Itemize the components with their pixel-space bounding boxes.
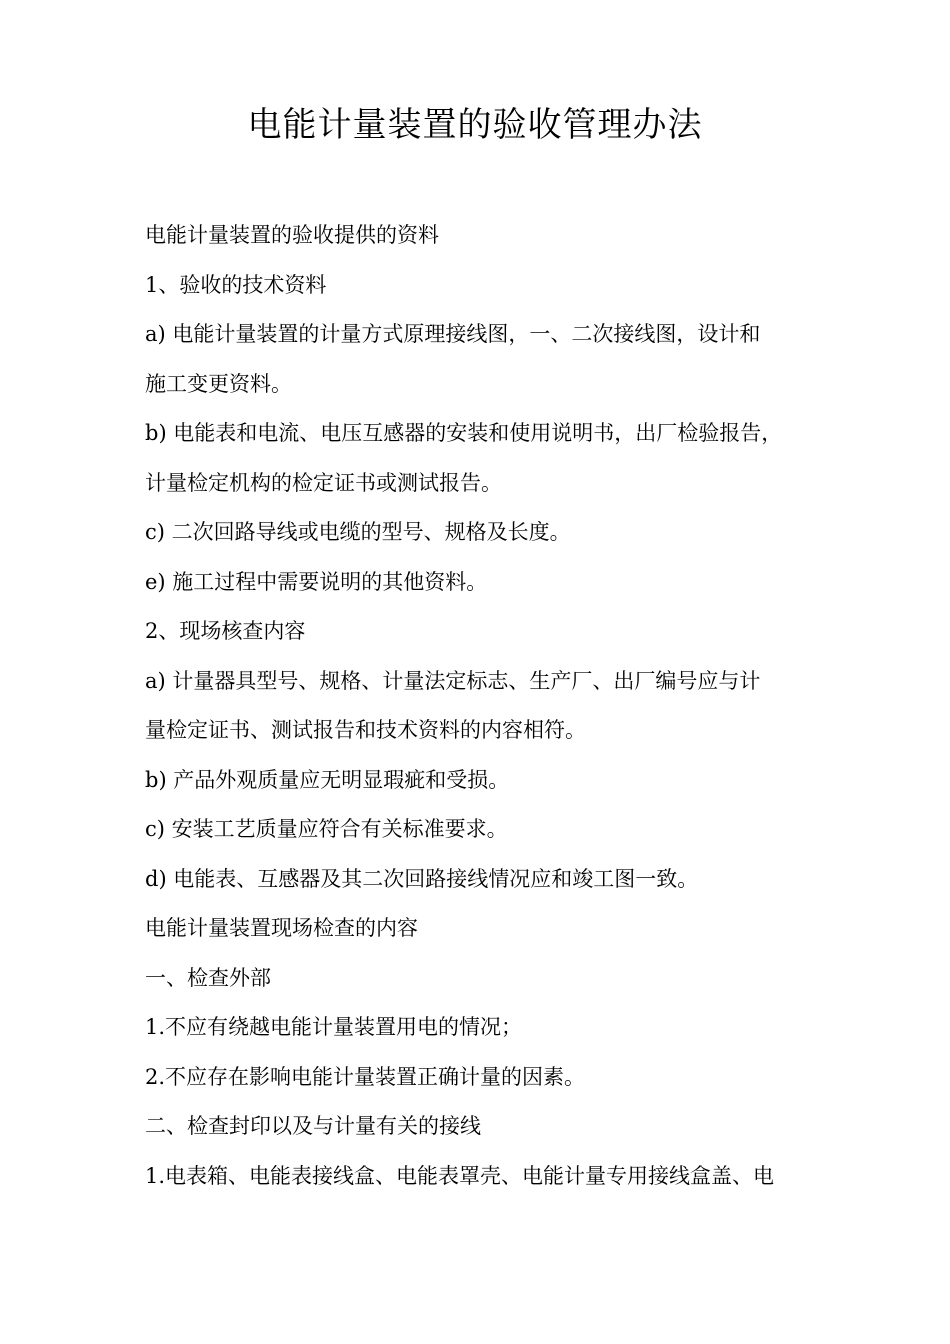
body-line: 电能计量装置现场检查的内容 bbox=[145, 916, 418, 940]
body-line: 电能计量装置的验收提供的资料 bbox=[145, 223, 439, 247]
body-line: 1.不应有绕越电能计量装置用电的情况； bbox=[145, 1015, 523, 1039]
body-line: d) 电能表、互感器及其二次回路接线情况应和竣工图一致。 bbox=[145, 866, 699, 891]
document-title: 电能计量装置的验收管理办法 bbox=[247, 105, 703, 145]
body-line: c) 安装工艺质量应符合有关标准要求。 bbox=[145, 817, 508, 841]
body-line: 量检定证书、测试报告和技术资料的内容相符。 bbox=[145, 718, 586, 742]
body-line: 2.不应存在影响电能计量装置正确计量的因素。 bbox=[145, 1064, 586, 1089]
body-line: 一、检查外部 bbox=[145, 965, 271, 990]
body-line: 2、现场核查内容 bbox=[145, 619, 306, 643]
body-line: 施工变更资料。 bbox=[145, 371, 292, 396]
body-line: 1、验收的技术资料 bbox=[145, 272, 327, 297]
document-body bbox=[145, 211, 810, 1201]
body-line: a) 计量器具型号、规格、计量法定标志、生产厂、出厂编号应与计 bbox=[145, 668, 761, 693]
body-line: 二、检查封印以及与计量有关的接线 bbox=[145, 1114, 481, 1138]
body-line: 1.电表箱、电能表接线盒、电能表罩壳、电能计量专用接线盒盖、电 bbox=[145, 1163, 775, 1188]
body-line: c) 二次回路导线或电缆的型号、规格及长度。 bbox=[145, 520, 571, 544]
body-line: 计量检定机构的检定证书或测试报告。 bbox=[145, 470, 502, 495]
body-line: a) 电能计量装置的计量方式原理接线图，一、二次接线图，设计和 bbox=[145, 322, 761, 346]
body-line: e) 施工过程中需要说明的其他资料。 bbox=[145, 569, 488, 594]
body-line: b) 产品外观质量应无明显瑕疵和受损。 bbox=[145, 767, 510, 792]
body-line: b) 电能表和电流、电压互感器的安装和使用说明书，出厂检验报告， bbox=[145, 421, 783, 445]
